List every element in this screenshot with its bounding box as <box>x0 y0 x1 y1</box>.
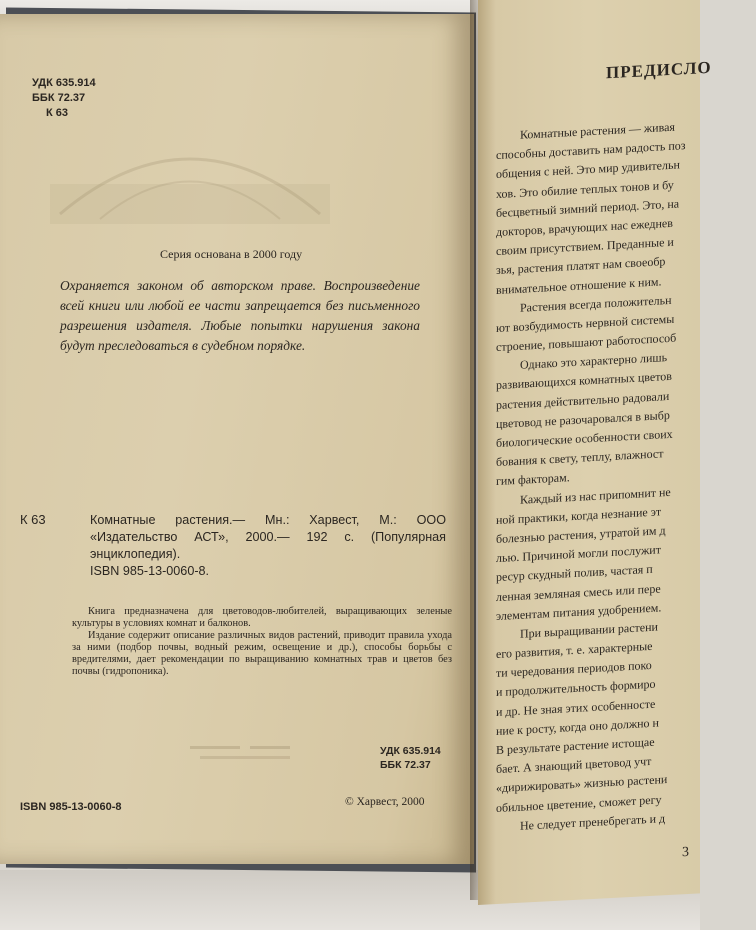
book-annotation <box>72 606 452 678</box>
catalog-code: К 63 <box>20 512 46 527</box>
preface-line: Однако это характерно лишь <box>520 350 668 373</box>
preface-line: ленная земляная смесь или пере <box>496 580 661 604</box>
preface-body <box>496 113 756 837</box>
preface-line: общения с ней. Это мир удивительн <box>496 157 680 182</box>
show-through-text <box>180 742 320 772</box>
udc-block <box>32 76 96 121</box>
preface-line: гим факторам. <box>496 470 570 489</box>
preface-line: способны доставить нам радость поз <box>496 138 686 163</box>
preface-line: ресур скудный полив, частая п <box>496 562 653 585</box>
bbk-line: ББК 72.37 <box>32 92 86 104</box>
catalog-isbn: ISBN 985-13-0060-8. <box>90 564 210 578</box>
copyright-line: © Харвест, 2000 <box>345 796 425 808</box>
preface-line: строение, повышают работоспособ <box>496 330 677 355</box>
preface-line: бесцветный зимний период. Это, на <box>496 196 680 220</box>
left-page <box>0 14 474 864</box>
preface-line: растения действительно радовали <box>496 388 670 412</box>
preface-line: бования к свету, теплу, влажност <box>496 446 664 470</box>
isbn-bottom: ISBN 985-13-0060-8 <box>20 801 122 813</box>
preface-line: и продолжительность формиро <box>496 677 656 700</box>
copyright-notice: Охраняется законом об авторском праве. Воспроизведение всей книги или любой ее части запрещается без письменного разрешения издателя. Любые попытки нарушения закона будут преследоваться в судебном порядке. <box>60 278 420 353</box>
author-mark-line: К 63 <box>46 107 69 119</box>
preface-line: ют возбудимость нервной системы <box>496 311 675 335</box>
preface-line: своим присутствием. Преданные и <box>496 234 674 259</box>
preface-line: Комнатные растения — живая <box>520 119 675 142</box>
preface-line: В результате растение истощае <box>496 734 655 758</box>
preface-line: его развития, т. е. характерные <box>496 638 653 662</box>
preface-line: «дирижировать» жизнью растени <box>496 772 668 796</box>
catalog-entry: Комнатные растения.— Мн.: Харвест, М.: ООО «Издательство АСТ», 2000.— 192 с. (Популярная энциклопедия). <box>90 513 446 561</box>
annotation-paragraph: Книга предназначена для цветоводов-любителей, выращивающих зеленые культуры в условиях комнат и балконов. <box>72 606 452 629</box>
preface-title: ПРЕДИСЛО <box>606 57 712 83</box>
udc-bottom-block <box>380 744 441 772</box>
preface-line: цветовод не разочаровался в выбр <box>496 407 670 431</box>
preface-line: ной практики, когда незнание эт <box>496 504 662 527</box>
preface-line: Каждый из нас припомнит не <box>520 484 671 507</box>
page-number: 3 <box>682 844 689 861</box>
preface-line: лью. Причиной могли послужит <box>496 542 661 566</box>
udc-line: УДК 635.914 <box>32 77 96 89</box>
preface-line: бает. А знающий цветовод учт <box>496 754 652 777</box>
series-note: Серия основана в 2000 году <box>160 247 303 261</box>
preface-line: элементам питания удобрением. <box>496 600 662 623</box>
right-page <box>478 0 712 905</box>
preface-line: биологические особенности своих <box>496 426 673 451</box>
preface-line: Не следует пренебрегать и д <box>520 810 666 833</box>
bbk-bottom-line: ББК 72.37 <box>380 759 431 771</box>
preface-line: развивающихся комнатных цветов <box>496 369 672 393</box>
preface-line: зья, растения платят нам своеобр <box>496 254 666 278</box>
preface-line: ти чередования периодов поко <box>496 658 652 681</box>
preface-line: Растения всегда положительн <box>520 292 672 315</box>
preface-line: докторов, врачующих нас ежеднев <box>496 215 673 239</box>
annotation-paragraph: Издание содержит описание различных видов растений, приводит правила ухода за ними (подбор почвы, водный режим, освещение и др.), способы борьбы с вредителями, дает рекомендации по выращиванию комнатных трав и цветов без почвы (гидропоника). <box>72 630 452 677</box>
preface-line: ние к росту, когда оно должно н <box>496 715 659 738</box>
preface-line: обильное цветение, сможет регу <box>496 791 662 815</box>
bleed-through-marks <box>180 742 320 772</box>
show-through-watermark <box>40 124 340 234</box>
preface-line: болезнью растения, утратой им д <box>496 523 666 546</box>
preface-line: и др. Не зная этих особенносте <box>496 696 656 719</box>
udc-bottom-line: УДК 635.914 <box>380 745 441 757</box>
preface-line: При выращивании растени <box>520 619 658 641</box>
preface-line: внимательное отношение к ним. <box>496 273 662 297</box>
preface-line: хов. Это обилие теплых тонов и бу <box>496 177 674 201</box>
bleed-through-pattern <box>40 124 340 234</box>
